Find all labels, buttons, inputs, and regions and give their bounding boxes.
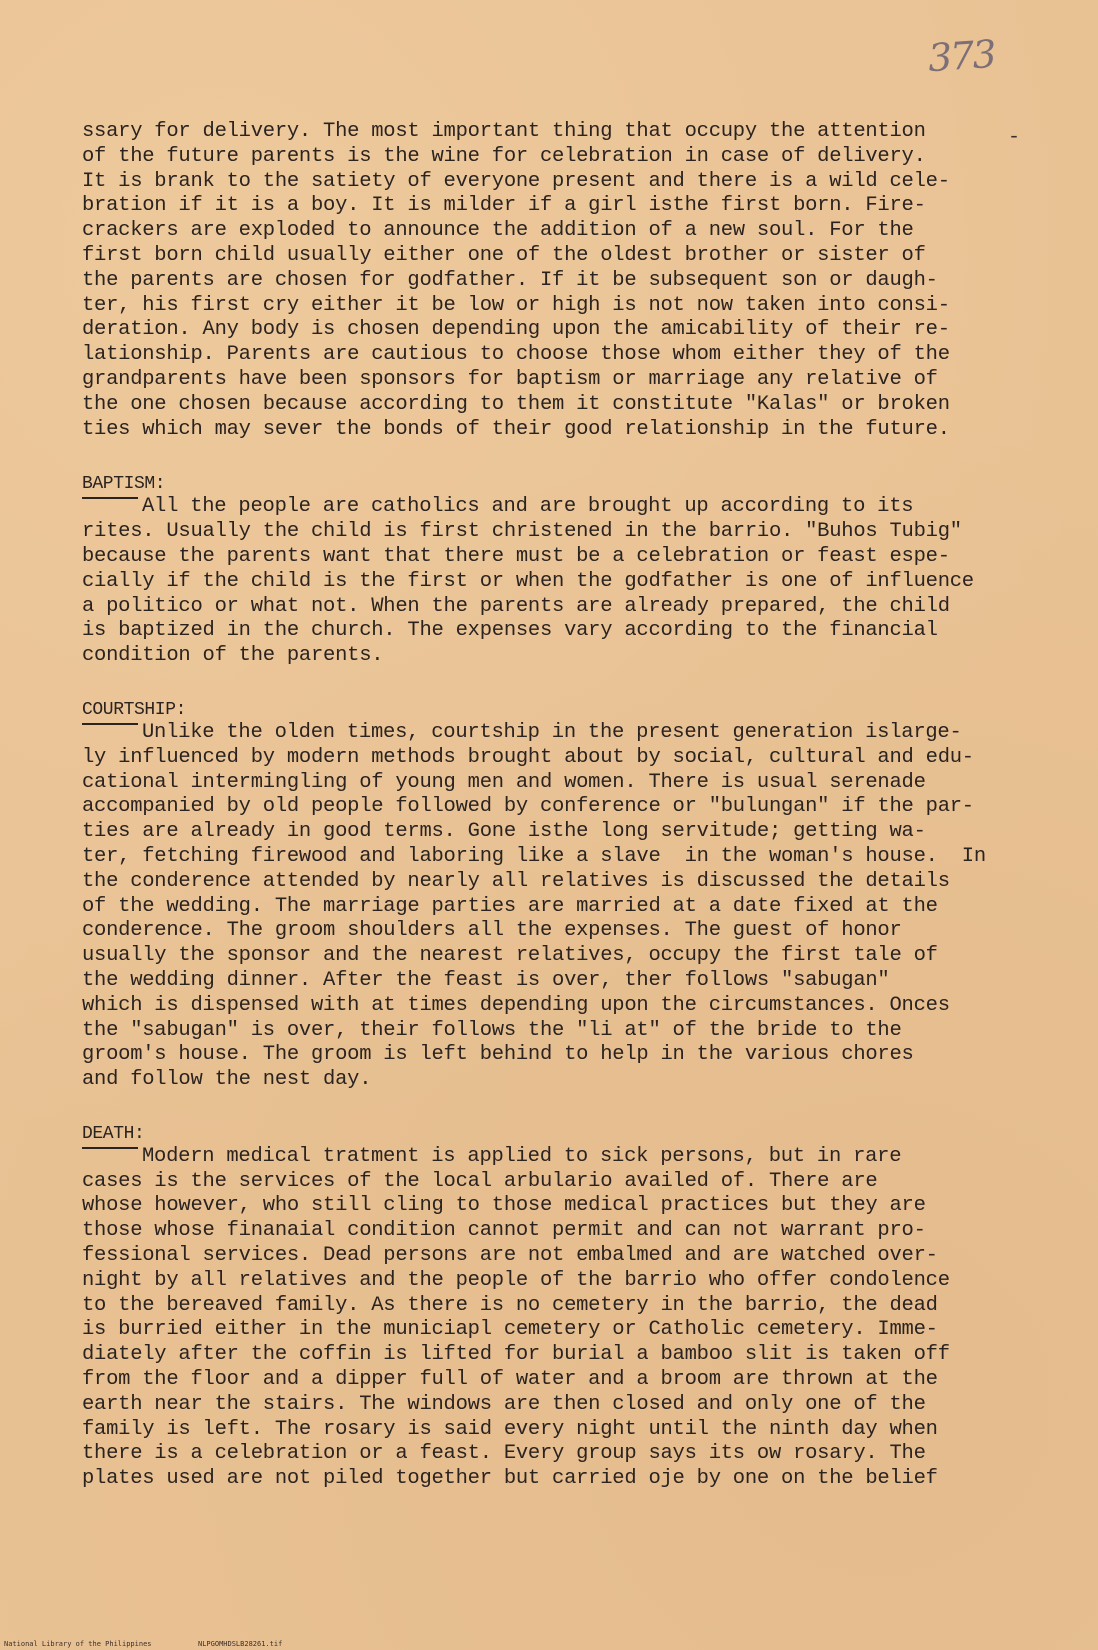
courtship-line: cational intermingling of young men and women. There is usual serenade bbox=[82, 770, 926, 794]
baptism-line: cially if the child is the first or when the godfather is one of influence bbox=[82, 569, 974, 593]
margin-mark: - bbox=[1008, 126, 1021, 149]
document-content bbox=[82, 120, 1042, 1492]
death-line: plates used are not piled together but carried oje by one on the belief bbox=[82, 1467, 938, 1491]
archive-credit: National Library of the Philippines bbox=[4, 1640, 152, 1648]
courtship-line: usually the sponsor and the nearest relatives, occupy the first tale of bbox=[82, 944, 938, 968]
death-line: whose however, who still cling to those medical practices but they are bbox=[82, 1194, 926, 1218]
death-line: night by all relatives and the people of the barrio who offer condolence bbox=[82, 1268, 950, 1292]
courtship-line: conderence. The groom shoulders all the expenses. The guest of honor bbox=[82, 919, 902, 943]
death-first-line bbox=[82, 1145, 1042, 1170]
death-line: cases is the services of the local arbulario availed of. There are bbox=[82, 1169, 878, 1193]
courtship-line: ly influenced by modern methods brought about by social, cultural and edu- bbox=[82, 745, 974, 769]
death-line: those whose finanaial condition cannot permit and can not warrant pro- bbox=[82, 1219, 926, 1243]
baptism-line: a politico or what not. When the parents are already prepared, the child bbox=[82, 594, 950, 618]
death-line: earth near the stairs. The windows are then closed and only one of the bbox=[82, 1392, 926, 1416]
courtship-line: the "sabugan" is over, their follows the "li at" of the bride to the bbox=[82, 1018, 902, 1042]
courtship-line: the conderence attended by nearly all relatives is discussed the details bbox=[82, 869, 950, 893]
section-spacer bbox=[82, 442, 1042, 473]
courtship-line: accompanied by old people followed by conference or "bulungan" if the par- bbox=[82, 795, 974, 819]
intro-line: bration if it is a boy. It is milder if a girl isthe first born. Fire- bbox=[82, 194, 926, 218]
courtship-line: the wedding dinner. After the feast is over, ther follows "sabugan" bbox=[82, 968, 890, 992]
courtship-line: groom's house. The groom is left behind to help in the various chores bbox=[82, 1043, 914, 1067]
death-line: is burried either in the municiapl cemetery or Catholic cemetery. Imme- bbox=[82, 1318, 938, 1342]
section-spacer bbox=[82, 669, 1042, 699]
baptism-line: rites. Usually the child is first christened in the barrio. "Buhos Tubig" bbox=[82, 520, 962, 544]
courtship-line: ter, fetching firewood and laboring like a slave in the woman's house. In bbox=[82, 844, 986, 868]
intro-line: ter, his first cry either it be low or high is not now taken into consi- bbox=[82, 293, 950, 317]
page-number: 373 bbox=[926, 31, 996, 81]
intro-line: first born child usually either one of the oldest brother or sister of bbox=[82, 243, 926, 267]
intro-line: the one chosen because according to them it constitute "Kalas" or broken bbox=[82, 392, 950, 416]
death-line: diately after the coffin is lifted for burial a bamboo slit is taken off bbox=[82, 1343, 950, 1367]
intro-line: deration. Any body is chosen depending upon the amicability of their re- bbox=[82, 318, 950, 342]
intro-line: It is brank to the satiety of everyone present and there is a wild cele- bbox=[82, 169, 950, 193]
courtship-line: and follow the nest day. bbox=[82, 1068, 372, 1092]
baptism-section bbox=[82, 473, 1042, 669]
section-heading-courtship: COURTSHIP: bbox=[82, 699, 187, 720]
courtship-first-line bbox=[82, 721, 1042, 746]
section-spacer bbox=[82, 1093, 1042, 1123]
courtship-line: which is dispensed with at times depending upon the circumstances. Onces bbox=[82, 993, 950, 1017]
intro-line: ties which may sever the bonds of their good relationship in the future. bbox=[82, 417, 950, 441]
intro-line: grandparents have been sponsors for baptism or marriage any relative of bbox=[82, 367, 938, 391]
section-heading-baptism: BAPTISM: bbox=[82, 474, 166, 495]
death-section bbox=[82, 1123, 1042, 1492]
baptism-line: is baptized in the church. The expenses vary according to the financial bbox=[82, 619, 938, 643]
courtship-section bbox=[82, 699, 1042, 1093]
section-heading-death: DEATH: bbox=[82, 1123, 145, 1144]
baptism-first-line bbox=[82, 495, 1042, 520]
baptism-line: condition of the parents. bbox=[82, 644, 384, 668]
courtship-line: Unlike the olden times, courtship in the present generation islarge- bbox=[142, 720, 962, 744]
courtship-line: of the wedding. The marriage parties are married at a date fixed at the bbox=[82, 894, 938, 918]
intro-line: crackers are exploded to announce the addition of a new soul. For the bbox=[82, 219, 914, 243]
intro-line: the parents are chosen for godfather. If it be subsequent son or daugh- bbox=[82, 268, 938, 292]
death-line: fessional services. Dead persons are not embalmed and are watched over- bbox=[82, 1244, 938, 1268]
death-line: to the bereaved family. As there is no cemetery in the barrio, the dead bbox=[82, 1293, 938, 1317]
death-line: Modern medical tratment is applied to sick persons, but in rare bbox=[142, 1144, 902, 1168]
intro-line: ssary for delivery. The most important thing that occupy the attention bbox=[82, 120, 926, 143]
death-line: there is a celebration or a feast. Every group says its ow rosary. The bbox=[82, 1442, 926, 1466]
baptism-line: because the parents want that there must be a celebration or feast espe- bbox=[82, 544, 950, 568]
death-line: from the floor and a dipper full of water and a broom are thrown at the bbox=[82, 1368, 938, 1392]
death-line: family is left. The rosary is said every night until the ninth day when bbox=[82, 1417, 938, 1441]
intro-line: lationship. Parents are cautious to choose those whom either they of the bbox=[82, 343, 950, 367]
intro-paragraph bbox=[82, 120, 1042, 442]
baptism-line: All the people are catholics and are brought up according to its bbox=[142, 495, 914, 519]
file-name: NLPGOMHDSLB28261.tif bbox=[198, 1640, 283, 1648]
courtship-line: ties are already in good terms. Gone isthe long servitude; getting wa- bbox=[82, 820, 926, 844]
intro-line: of the future parents is the wine for celebration in case of delivery. bbox=[82, 144, 926, 168]
